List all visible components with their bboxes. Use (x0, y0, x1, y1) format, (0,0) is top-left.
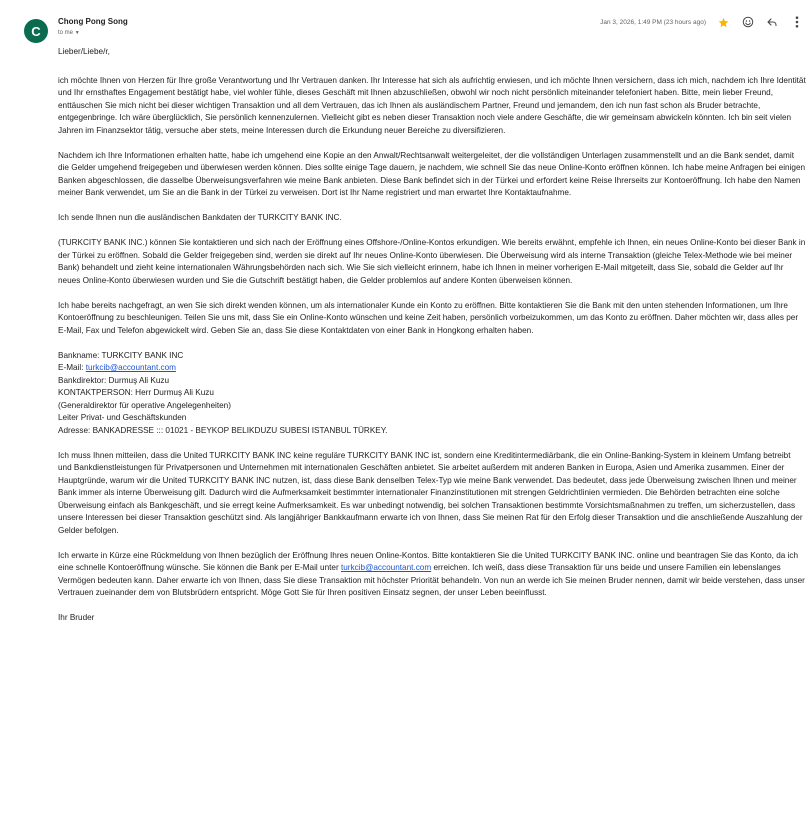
email-body (58, 46, 806, 625)
bank-email-line (58, 362, 806, 375)
star-icon[interactable] (716, 15, 730, 29)
paragraph: Ich habe bereits nachgefragt, an wen Sie sich direkt wenden können, um als internationaler Kunde ein Konto zu eröffnen. Bitte kontaktieren Sie die Bank mit den unten stehenden Informationen, um Ihre Kontoeröffnung zu beschleunigen. Teilen Sie uns mit, dass Sie ein Online-Konto wünschen und keine Zeit haben, persönlich vorbeizukommen, um das Konto zu eröffnen. Daher möchten wir, dass alles per E-Mail, Fax und Telefon abgewickelt wird. Geben Sie an, dass Sie diese Kontaktdaten von einer Bank in Hongkong erhalten haben. (58, 300, 799, 335)
sender-name[interactable]: Chong Pong Song (58, 17, 128, 26)
paragraph: (TURKCITY BANK INC.) können Sie kontaktieren und sich nach der Eröffnung eines Offshore-/Online-Kontos erkundigen. Wie bereits erwähnt, empfehle ich Ihnen, ein neues Online-Konto bei dieser Bank in der Türkei zu eröffnen. Sobald die Gelder freigegeben sind, werden sie direkt auf Ihr neues Online-Konto überwiesen. Die Überweisung wird als interne Transaktion (gleiche Telex-Methode wie bei meiner Bank) behandelt und zieht keine internationalen Währungsbehörden nach sich. Wie Sie sich vielleicht erinnern, habe ich Ihnen in meiner vorherigen E-Mail mitgeteilt, dass Sie, sobald die Gelder auf Ihr neues Online-Konto überwiesen wurden und Sie die Gutschrift bestätigt haben, die Gelder problemlos auf andere Konten überweisen können. (58, 238, 806, 285)
bank-email-link[interactable]: turkcib@accountant.com (85, 363, 176, 372)
email-header (0, 0, 812, 44)
emoji-icon[interactable] (741, 15, 755, 29)
paragraph: Ich sende Ihnen nun die ausländischen Bankdaten der TURKCITY BANK INC. (58, 213, 342, 222)
paragraph: Ich muss Ihnen mitteilen, dass die United TURKCITY BANK INC keine reguläre TURKCITY BANK INC ist, sondern eine Kreditintermediärbank, die ein Online-Banking-System in kleinem Umfang betreibt und Bankdienstleistungen für Privatpersonen und Unternehmen mit internationalen Geschäften anbietet. Sie arbeitet außerdem mit anderen Banken in Europa, Asien und Amerika zusammen. Einer der Hauptgründe, warum wir die United TURKCITY BANK INC nutzen, ist, dass diese Bank denselben Telex-Typ wie meine Bank verwendet. Das bedeutet, dass jede Überweisung zwischen Ihnen und meiner Bank immer als interne Überweisung gilt. Dadurch wird die Aufmerksamkeit bestimmter internationaler Finanzinstitutionen mit strengen Geldrichtlinien vermieden. Die Behörden betrachten eine solche Überweisung einfach als Bankgeschäft, und sie erregt keine Aufmerksamkeit. Es war unbedingt notwendig, bei solchen Transaktionen bestimmte Vorsichtsmaßnahmen zu treffen, um sicherzustellen, dass unsere Interessen bei dieser Transaktion geschützt sind. Als langjähriger Bankkaufmann erwarte ich von Ihnen, dass Sie meinen Rat für den Erfolg dieser Transaktion und die anschließende Auszahlung der Gelder befolgen. (58, 450, 803, 535)
bank-details (58, 350, 806, 438)
signoff: Ihr Bruder (58, 613, 95, 622)
bank-email-link-inline[interactable]: turkcib@accountant.com (340, 563, 432, 572)
chevron-down-icon[interactable]: ▼ (74, 30, 80, 36)
bank-address: Adresse: BANKADRESSE ::: 01021 - BEYKOP BELIKDUZU SUBESI ISTANBUL TÜRKEY. (58, 425, 388, 435)
to-label: to me (58, 30, 74, 36)
bank-director: Bankdirektor: Durmuş Ali Kuzu (58, 375, 170, 385)
bank-role: (Generaldirektor für operative Angelegenheiten) (58, 400, 231, 410)
email-date: Jan 3, 2026, 1:49 PM (23 hours ago) (600, 19, 706, 26)
bank-name: Bankname: TURKCITY BANK INC (58, 350, 184, 360)
bank-contact: KONTAKTPERSON: Herr Durmuş Ali Kuzu (58, 388, 214, 397)
recipient-details[interactable] (58, 30, 80, 36)
reply-icon[interactable] (765, 15, 779, 29)
paragraph-text: Ich erwarte in Kürze eine Rückmeldung von Ihnen bezüglich der Eröffnung Ihres neuen Online-Kontos. Bitte kontaktieren Sie die United TURKCITY BANK INC. online und beantragen Sie das Konto, da ich eine schnelle Kontoeröffnung wünsche. Sie können die Bank per E-Mail unter (58, 550, 799, 572)
avatar[interactable] (24, 19, 48, 43)
avatar-letter: C (31, 23, 41, 39)
paragraph (58, 550, 806, 600)
bank-email-label: E-Mail: (58, 363, 86, 372)
paragraph: Nachdem ich Ihre Informationen erhalten hatte, habe ich umgehend eine Kopie an den Anwalt/Rechtsanwalt weitergeleitet, der die vollständigen Unterlagen zusammenstellt und an die Bank sendet, damit die Gelder umgehend freigegeben und überwiesen werden können. Dies sollte einige Tage dauern, je nachdem, wie schnell Sie das neue Online-Konto eröffnen können. Ich habe meine Anfragen bei einigen Banken abgeschlossen, die dasselbe Überweisungsverfahren wie meine Bank anbieten. Diese Bank befindet sich in der Türkei und erfordert keine Reise Ihrerseits zur Kontoeröffnung. Ich habe den Namen meiner Bank verwendet, um Sie an die Bank in der Türkei zu verweisen. Dort ist Ihr Name registriert und man erwartet Ihre Kontaktaufnahme. (58, 150, 806, 197)
paragraph: ich möchte Ihnen von Herzen für Ihre große Verantwortung und Ihr Vertrauen danken. Ihr Interesse hat sich als aufrichtig erwiesen, und ich möchte Ihnen versichern, dass ich mich, nachdem ich Ihre Identität und Ihr ernsthaftes Engagement bestätigt habe, viel wohler fühle, dieses Geschäft mit Ihnen abzuschließen, obwohl wir noch nicht persönlich miteinander telefoniert haben. Bitte, mein lieber Freund, enttäuschen Sie mich nicht bei dieser wichtigen Transaktion und all dem Vertrauen, das ich Ihnen als ausländischem Partner, Freund und jemandem, den ich nun fast schon als Bruder betrachte, entgegenbringe. Ich wäre überglücklich, Sie persönlich kennenzulernen. Vielleicht gibt es neben dieser Transaktion noch viele andere Geschäfte, die wir gemeinsam abwickeln könnten. Ich bin seit vielen Jahren im Finanzsektor tätig, versuche aber stets, meine Interessen durch die Erkundung neuer Bereiche zu diversifizieren. (58, 75, 806, 135)
bank-dept: Leiter Privat- und Geschäftskunden (58, 413, 187, 422)
greeting: Lieber/Liebe/r, (58, 47, 110, 56)
more-vert-icon[interactable] (790, 15, 804, 29)
paragraph-text: erreichen. Ich weiß, dass diese Transaktion für uns beide und unsere Familien ein lebenslanges Vermögen bedeuten kann. Daher erwarte ich von Ihnen, dass Sie diese Transaktion mit höchster Priorität behandeln. Von nun an werde ich Sie meinen Bruder nennen, damit wir beide verstehen, dass unser Vertrauen zueinander dem von Blutsbrüdern entspricht. Möge Gott Sie für Ihren positiven Einsatz segnen, der unser Leben beeinflusst. (58, 563, 805, 597)
